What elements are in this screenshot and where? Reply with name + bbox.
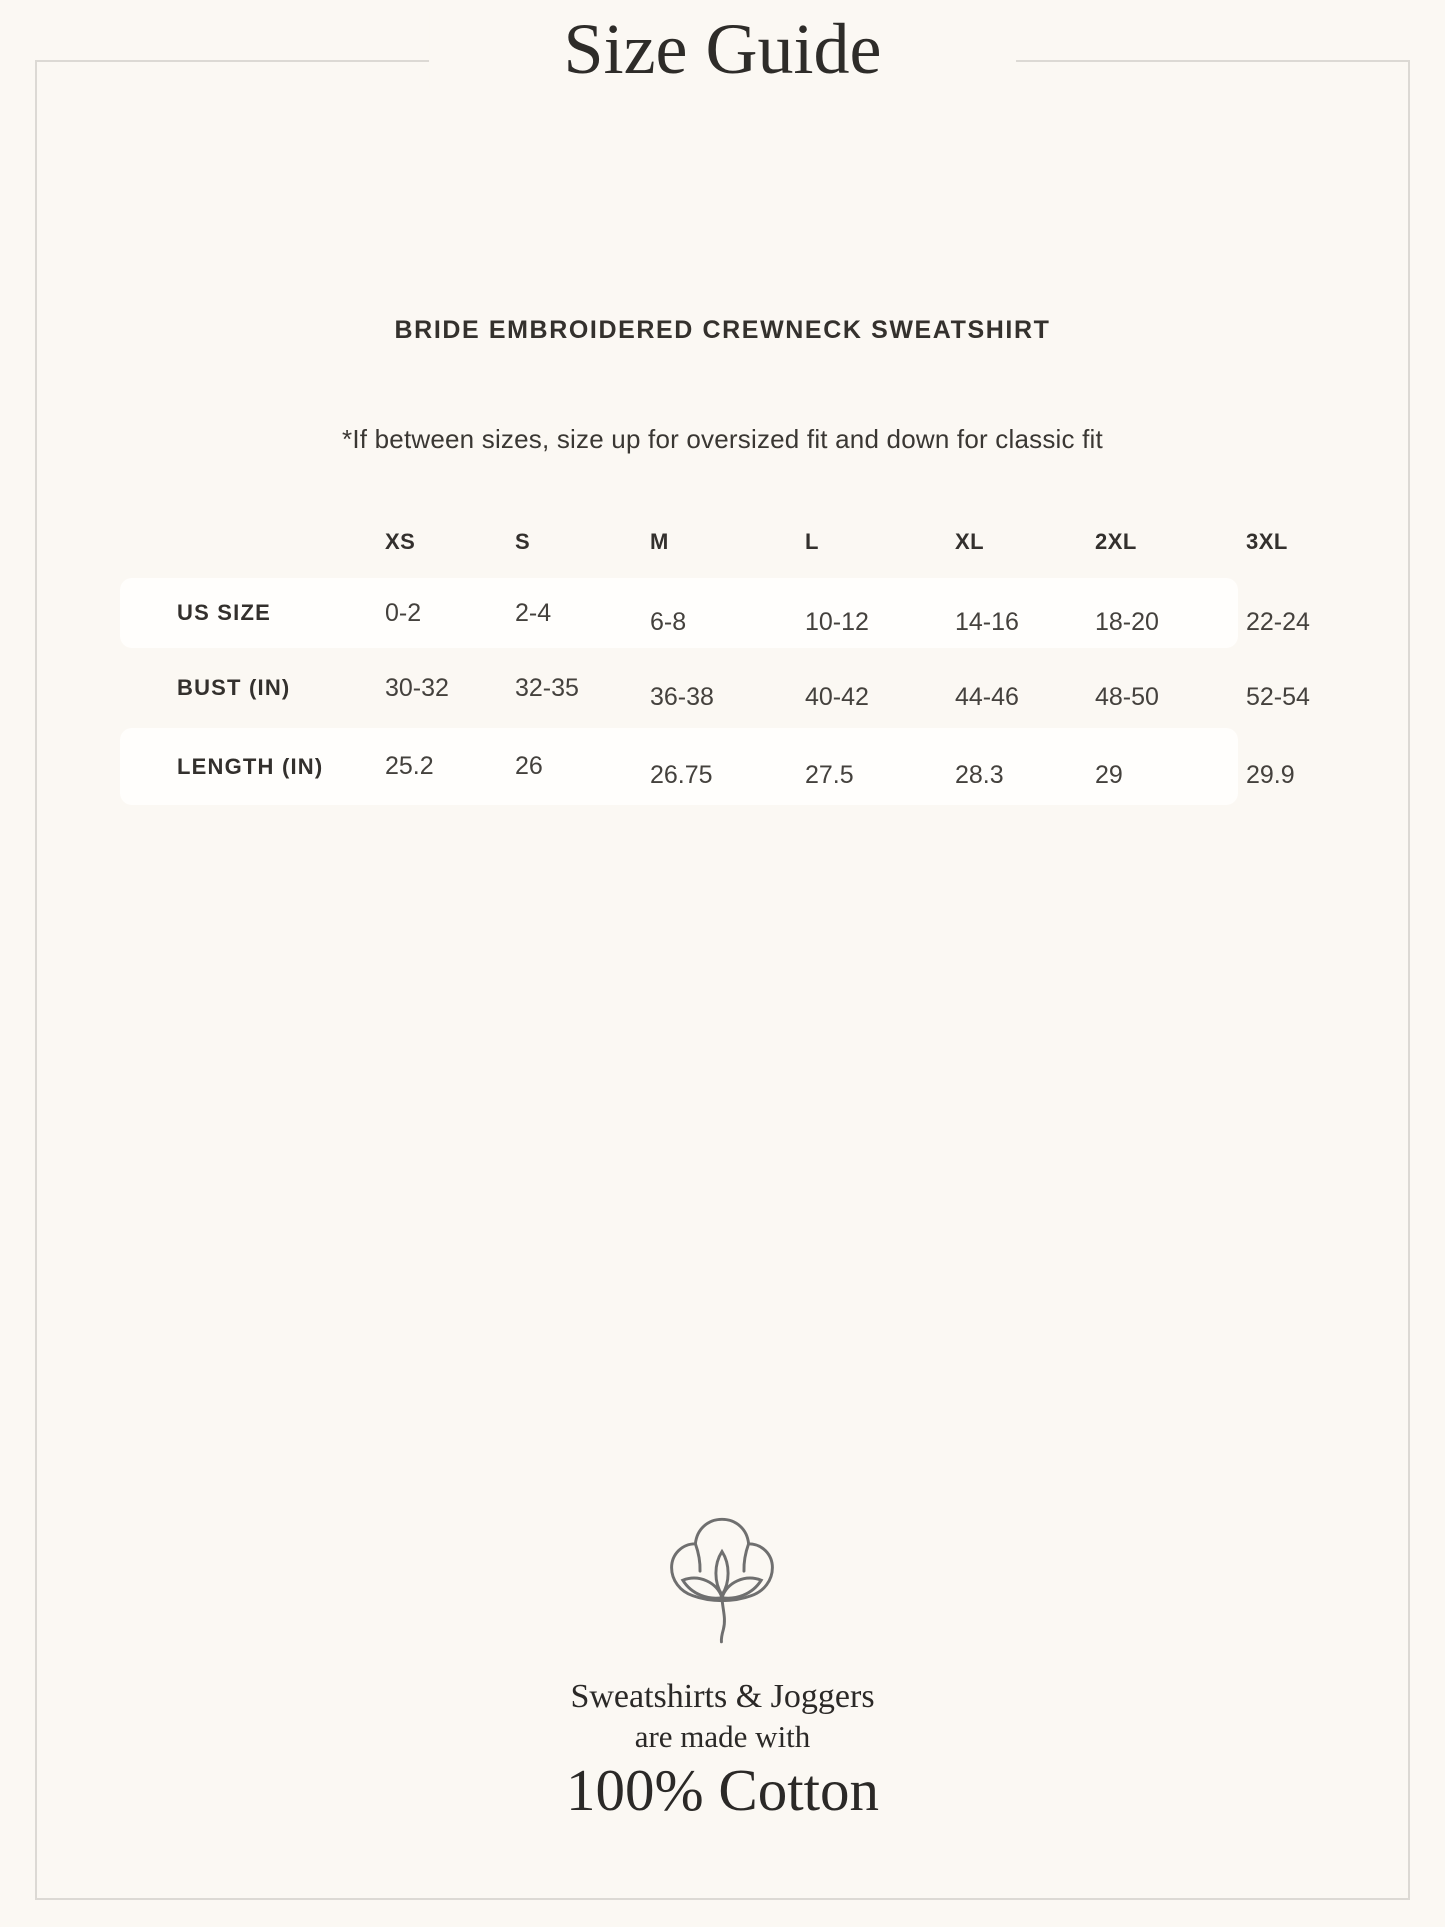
table-cell: 22-24 [1246,607,1310,636]
table-row-length [120,728,1418,805]
size-table [120,505,1418,810]
column-header-l: L [805,528,819,554]
table-cell: 32-35 [515,673,579,702]
table-cell: 26.75 [650,761,713,789]
table-cell: 28.3 [955,761,1004,789]
table-cell: 40-42 [805,682,869,711]
table-cell: 25.2 [385,752,434,780]
table-cell: 6-8 [650,607,687,636]
table-row-bust [120,648,1418,728]
column-header-3xl: 3XL [1246,528,1288,554]
table-cell: 44-46 [955,682,1019,711]
table-cell: 18-20 [1095,607,1159,636]
row-label-length: LENGTH (IN) [177,753,324,779]
material-line-1: Sweatshirts & Joggers [570,1678,875,1715]
size-table-header-row [120,505,1418,578]
column-header-s: S [515,528,531,554]
table-cell: 10-12 [805,607,869,636]
row-label-us-size: US SIZE [177,600,271,625]
column-header-xl: XL [955,528,985,554]
table-cell: 0-2 [385,598,422,627]
table-cell: 29 [1095,761,1123,789]
product-name: BRIDE EMBROIDERED CREWNECK SWEATSHIRT [394,316,1051,344]
table-cell: 36-38 [650,682,714,711]
material-line-2: are made with [634,1719,811,1754]
column-header-m: M [650,528,669,554]
table-cell: 29.9 [1246,761,1295,789]
fit-note: *If between sizes, size up for oversized fit and down for classic fit [342,424,1103,454]
column-header-xs: XS [385,528,416,554]
material-line-3: 100% Cotton [565,1757,880,1823]
column-header-2xl: 2XL [1095,528,1137,554]
table-cell: 2-4 [515,598,552,627]
cotton-flower-icon [652,1508,792,1658]
table-cell: 30-32 [385,673,449,702]
table-cell: 26 [515,752,543,780]
table-cell: 27.5 [805,761,854,789]
table-cell: 52-54 [1246,682,1310,711]
table-cell: 48-50 [1095,682,1159,711]
table-row-us-size [120,578,1418,648]
table-cell: 14-16 [955,607,1019,636]
page-title: Size Guide [429,12,1017,88]
row-label-bust: BUST (IN) [177,675,291,700]
